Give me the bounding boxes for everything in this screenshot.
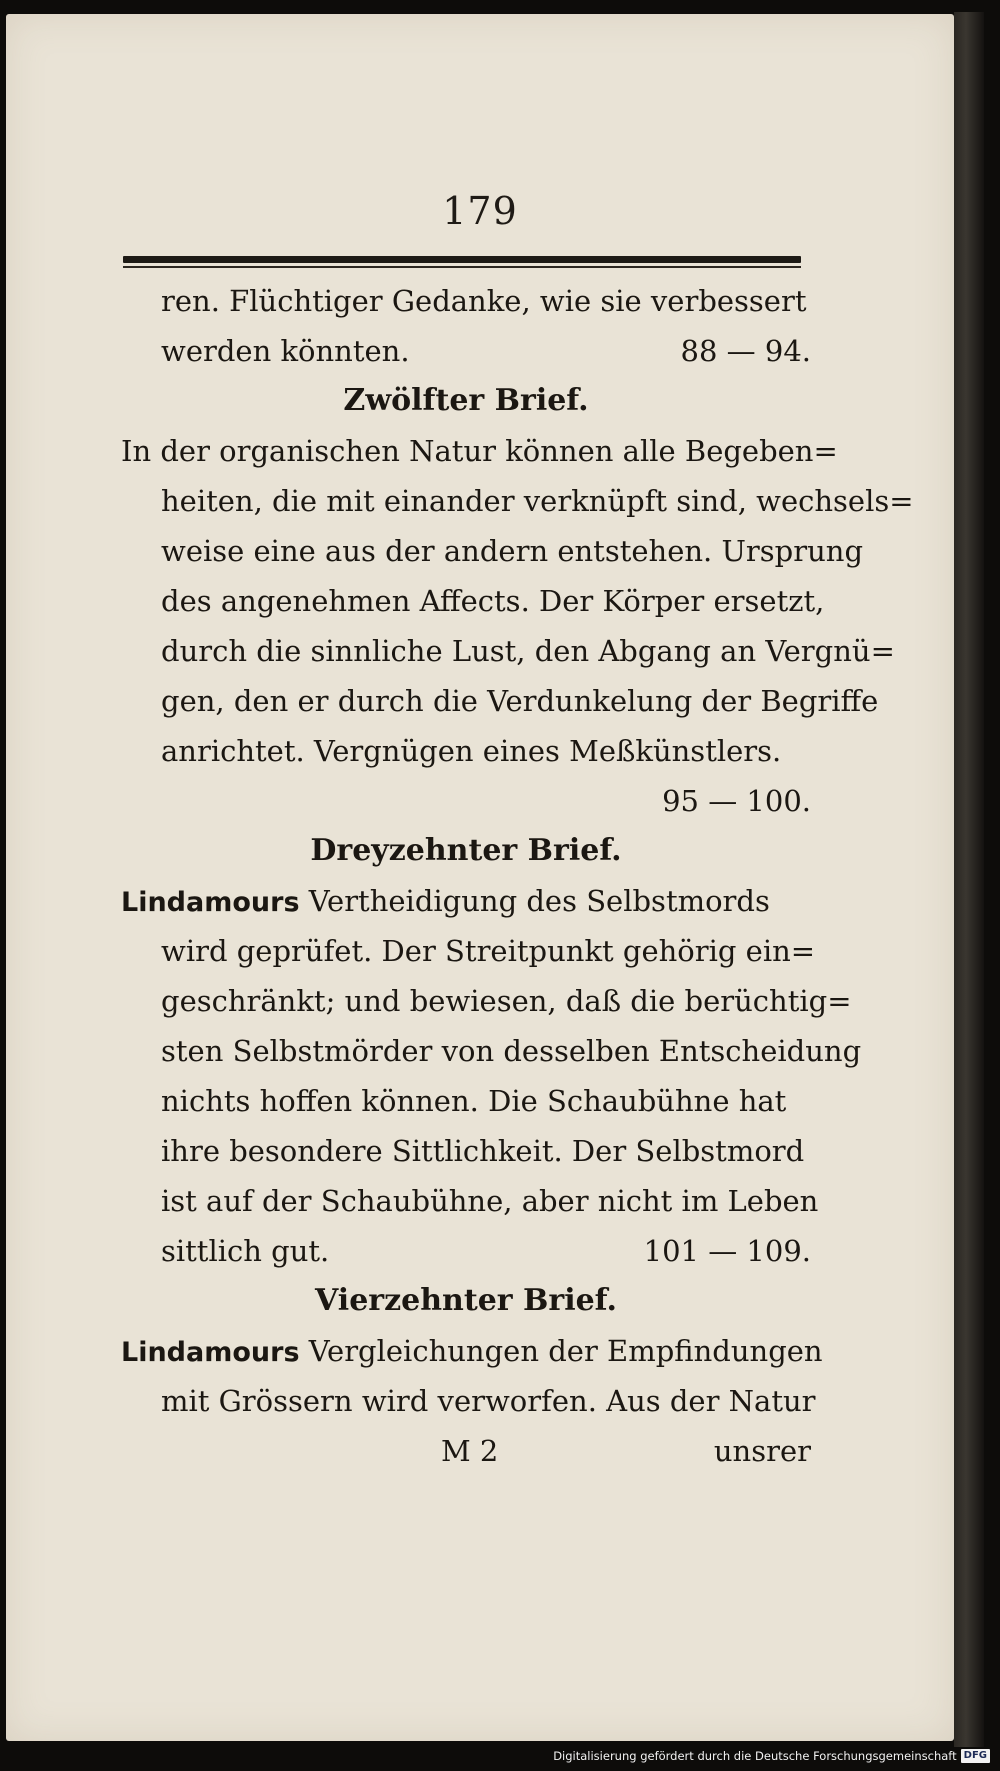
- text-line: durch die sinnliche Lust, den Abgang an Vergnü=: [161, 634, 895, 668]
- page-footer: [121, 1426, 811, 1476]
- text-line: In der organischen Natur können alle Begeben=: [121, 434, 838, 468]
- text-line-content: sittlich gut.: [161, 1234, 330, 1268]
- text-line: nichts hoffen können. Die Schaubühne hat: [161, 1084, 787, 1118]
- page-range: 88 — 94.: [680, 334, 811, 368]
- lead-name: Lindamours: [121, 887, 300, 918]
- credit-text: Digitalisierung gefördert durch die Deutsche Forschungsgemeinschaft: [553, 1749, 957, 1763]
- book-page: [6, 14, 954, 1741]
- text-line: des angenehmen Affects. Der Körper ersetzt,: [161, 584, 825, 618]
- text-line: gen, den er durch die Verdunkelung der Begriffe: [161, 684, 879, 718]
- digitization-credit: [553, 1746, 990, 1766]
- text-line: sten Selbstmörder von desselben Entscheidung: [161, 1034, 862, 1068]
- text-line: [121, 1226, 811, 1276]
- header-rule: [123, 256, 801, 263]
- header-rule-thin: [123, 266, 801, 268]
- signature-mark: M 2: [441, 1434, 499, 1468]
- text-line: ihre besondere Sittlichkeit. Der Selbstmord: [161, 1134, 805, 1168]
- section-heading: Dreyzehnter Brief.: [310, 833, 622, 868]
- text-line: [121, 1326, 823, 1376]
- lead-name: Lindamours: [121, 1337, 300, 1368]
- dfg-logo: DFG: [961, 1749, 990, 1763]
- page-range: 95 — 100.: [662, 784, 811, 818]
- text-line: anrichtet. Vergnügen eines Meßkünstlers.: [161, 734, 782, 768]
- text-line: ren. Flüchtiger Gedanke, wie sie verbessert: [161, 284, 807, 318]
- section-heading: Vierzehnter Brief.: [315, 1283, 617, 1318]
- page-range: 101 — 109.: [643, 1234, 811, 1268]
- text-line: wird geprüfet. Der Streitpunkt gehörig ein=: [161, 934, 816, 968]
- text-line: heiten, die mit einander verknüpft sind, wechsels=: [161, 484, 914, 518]
- text-line: weise eine aus der andern entstehen. Ursprung: [161, 534, 864, 568]
- text-line-content: Vergleichungen der Empfindungen: [299, 1334, 823, 1368]
- text-line-content: Vertheidigung des Selbstmords: [299, 884, 770, 918]
- text-line: [121, 876, 811, 926]
- text-line: ist auf der Schaubühne, aber nicht im Leben: [161, 1184, 819, 1218]
- text-line-content: werden könnten.: [161, 334, 410, 368]
- catchword: unsrer: [713, 1434, 811, 1468]
- text-line: geschränkt; und bewiesen, daß die berüchtig=: [161, 984, 852, 1018]
- text-line: [121, 326, 811, 376]
- page-number: 179: [442, 189, 518, 233]
- text-line: mit Grössern wird verworfen. Aus der Natur: [161, 1384, 816, 1418]
- section-heading: Zwölfter Brief.: [343, 383, 589, 418]
- page-text: [121, 276, 914, 1476]
- book-edge: [954, 12, 984, 1747]
